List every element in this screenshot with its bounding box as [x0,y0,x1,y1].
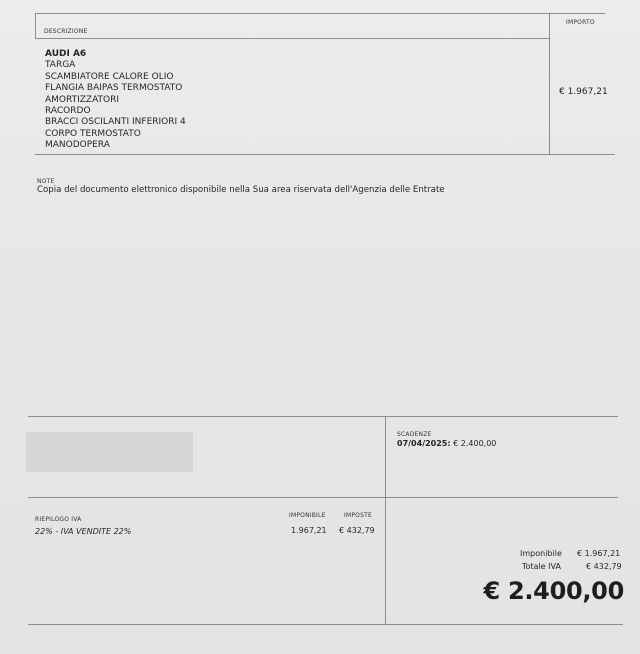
redacted-block [26,432,193,472]
lower-top-rule [28,416,618,417]
list-item: CORPO TERMOSTATO [45,128,141,139]
importo-header: IMPORTO [566,19,595,26]
list-item: SCAMBIATORE CALORE OLIO [45,71,174,82]
descrizione-header: DESCRIZIONE [44,28,88,35]
vat-row-imponibile: 1.967,21 [291,526,327,535]
imponibile-value: € 1.967,21 [577,549,621,558]
middle-rule [28,497,618,498]
list-item: BRACCI OSCILANTI INFERIORI 4 [45,117,186,128]
table-bottom-rule [35,154,615,155]
line-amount: € 1.967,21 [559,87,608,97]
lower-bottom-rule [28,624,623,625]
table-column-divider [549,13,550,155]
imponibile-header: IMPONIBILE [289,512,326,519]
lower-column-divider [385,416,386,625]
due-date: 07/04/2025: [397,439,451,448]
list-item: AMORTIZZATORI [45,94,120,105]
grand-total: € 2.400,00 [483,577,624,605]
imposte-header: IMPOSTE [344,512,372,519]
table-top-rule [35,13,605,14]
totale-iva-label: Totale IVA [522,562,561,571]
imponibile-label: Imponibile [520,549,562,558]
scadenze-label: SCADENZE [397,431,432,438]
list-item: MANODOPERA [45,140,110,151]
list-item: TARGA [45,60,76,71]
table-header-rule [35,38,550,39]
vat-row-imposte: € 432,79 [339,526,375,535]
item-list [45,49,186,152]
note-label: NOTE [37,178,55,185]
due-date-line [397,439,496,448]
table-left-edge [35,13,36,39]
list-item: AUDI A6 [45,49,87,59]
vat-row-description: 22% - IVA VENDITE 22% [35,527,132,536]
totale-iva-value: € 432,79 [586,562,622,571]
note-text: Copia del documento elettronico disponibile nella Sua area riservata dell'Agenzia delle Entrate [37,185,445,195]
due-amount: € 2.400,00 [453,439,497,448]
riepilogo-iva-label: RIEPILOGO IVA [35,516,82,523]
list-item: FLANGIA BAIPAS TERMOSTATO [45,83,183,94]
list-item: RACORDO [45,106,91,117]
